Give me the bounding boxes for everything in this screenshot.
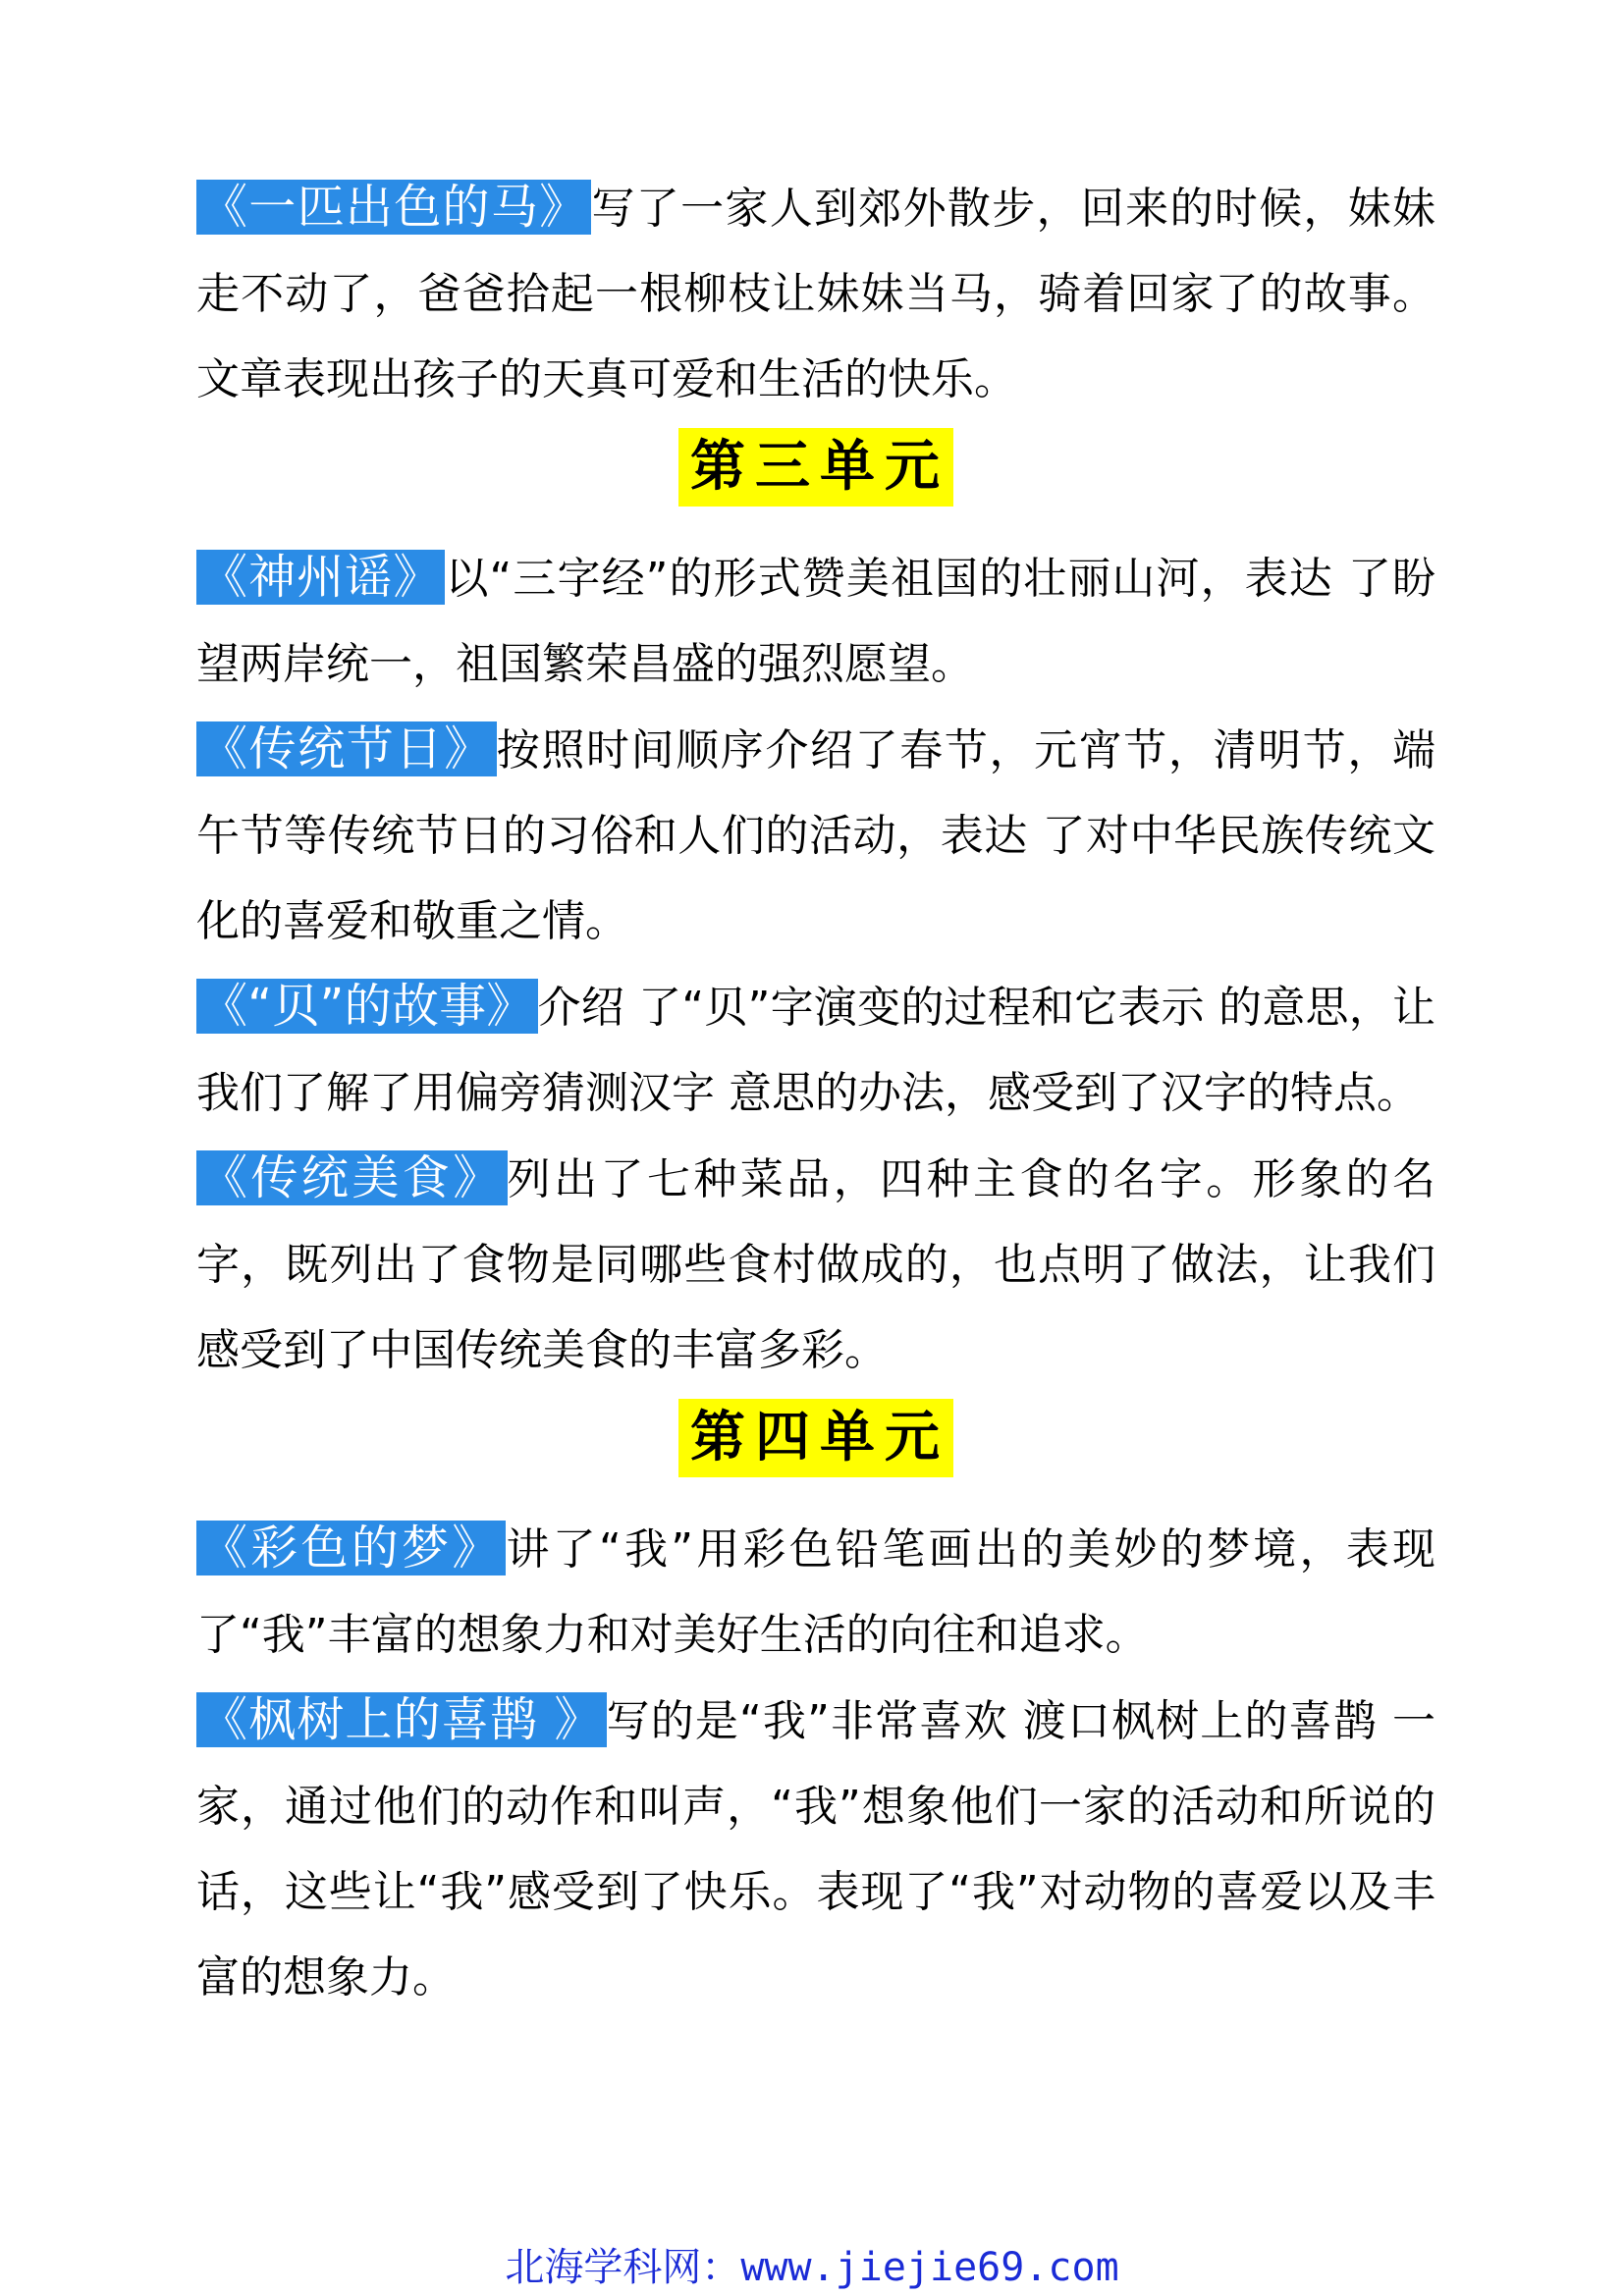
- lesson-paragraph: [196, 1506, 1435, 1678]
- lesson-title: 《传统节日》: [196, 721, 497, 776]
- document-body: [196, 165, 1435, 2020]
- lesson-title: 《彩色的梦》: [196, 1521, 506, 1575]
- lesson-paragraph: [196, 707, 1435, 964]
- lesson-title: 《“贝”的故事》: [196, 979, 538, 1034]
- lesson-paragraph: [196, 964, 1435, 1136]
- lesson-summary: 按照时间顺序介绍了春节，元宵节，清明节，端午节等传统节日的习俗和人们的活动，表达 了对中华民族传统文化的喜爱和敬重之情。: [196, 725, 1435, 946]
- lesson-paragraph: [196, 535, 1435, 707]
- lesson-title: 《传统美食》: [196, 1150, 508, 1205]
- lesson-title: 《枫树上的喜鹊 》: [196, 1692, 607, 1747]
- lesson-paragraph: [196, 1678, 1435, 2020]
- lesson-summary: 讲了“我”用彩色铅笔画出的美妙的梦境，表现了“我”丰富的想象力和对美好生活的向往和追求。: [196, 1524, 1435, 1660]
- unit-heading: [196, 428, 1435, 527]
- unit-heading-label: 第四单元: [678, 1399, 953, 1477]
- lesson-summary: 写了一家人到郊外散步，回来的时候，妹妹走不动了，爸爸拾起一根柳枝让妹妹当马，骑着回家了的故事。文章表现出孩子的天真可爱和生活的快乐。: [196, 184, 1435, 404]
- footer-watermark: [0, 2236, 1624, 2292]
- footer-url[interactable]: www.jiejie69.com: [740, 2245, 1119, 2290]
- lesson-paragraph: [196, 1136, 1435, 1393]
- lesson-title: 《神州谣》: [196, 550, 445, 605]
- lesson-summary: 介绍 了“贝”字演变的过程和它表示 的意思，让我们了解了用偏旁猜测汉字 意思的办法，感受到了汉字的特点。: [196, 983, 1435, 1118]
- lesson-summary: 以“三字经”的形式赞美祖国的壮丽山河，表达 了盼望两岸统一，祖国繁荣昌盛的强烈愿望。: [196, 554, 1435, 689]
- lesson-title: 《一匹出色的马》: [196, 180, 591, 235]
- lesson-summary: 列出了七种菜品，四种主食的名字。形象的名字，既列出了食物是同哪些食村做成的，也点明了做法，让我们感受到了中国传统美食的丰富多彩。: [196, 1154, 1435, 1375]
- unit-heading-label: 第三单元: [678, 428, 953, 507]
- unit-heading: [196, 1399, 1435, 1498]
- intro-paragraph: [196, 165, 1435, 422]
- footer-site-name: 北海学科网：: [505, 2245, 741, 2290]
- lesson-summary: 写的是“我”非常喜欢 渡口枫树上的喜鹊 一家，通过他们的动作和叫声，“我”想象他们一家的活动和所说的话，这些让“我”感受到了快乐。表现了“我”对动物的喜爱以及丰富的想象力。: [196, 1696, 1436, 2002]
